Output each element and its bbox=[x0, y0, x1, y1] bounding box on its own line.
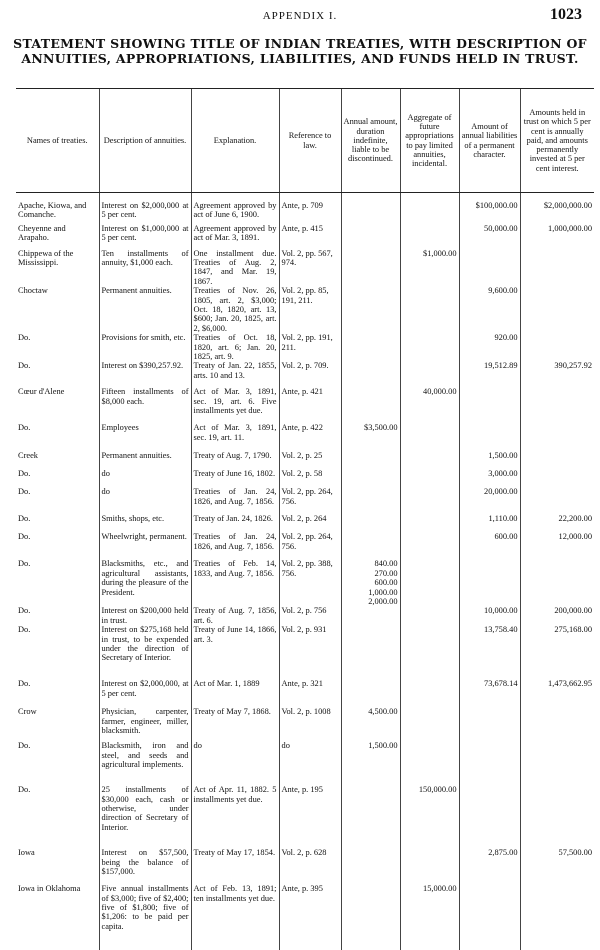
treaty-name-cell: Apache, Kiowa, and Comanche. bbox=[16, 201, 99, 224]
aggregate-cell bbox=[400, 679, 459, 707]
aggregate-cell bbox=[400, 559, 459, 606]
table-row bbox=[16, 423, 594, 451]
explanation-cell: Treaty of June 14, 1866, art. 3. bbox=[191, 625, 279, 679]
reference-cell: Ante, p. 195 bbox=[279, 785, 341, 848]
annual-amount-value: 840.00 bbox=[344, 559, 398, 568]
table-row bbox=[16, 514, 594, 532]
annual-amount-value: 270.00 bbox=[344, 569, 398, 578]
trust-amount-cell: $2,000,000.00 bbox=[520, 201, 594, 224]
aggregate-cell: 15,000.00 bbox=[400, 884, 459, 950]
liabilities-cell: 73,678.14 bbox=[459, 679, 520, 707]
description-cell: Permanent annuities. bbox=[99, 286, 191, 333]
reference-cell: Vol. 2, pp. 567, 974. bbox=[279, 249, 341, 287]
aggregate-cell bbox=[400, 606, 459, 625]
description-cell: Interest on $390,257.92. bbox=[99, 361, 191, 387]
reference-cell: Vol. 2, pp. 388, 756. bbox=[279, 559, 341, 606]
table-spacer-row bbox=[16, 193, 594, 201]
liabilities-cell: 10,000.00 bbox=[459, 606, 520, 625]
reference-cell: Vol. 2, p. 931 bbox=[279, 625, 341, 679]
table-row bbox=[16, 487, 594, 514]
description-cell: Five annual installments of $3,000; five of $2,400; five of $1,800; five of $1,206: to be paid per capita. bbox=[99, 884, 191, 950]
table-row bbox=[16, 848, 594, 884]
description-cell: Blacksmith, iron and steel, and seeds and agricultural implements. bbox=[99, 741, 191, 785]
spacer-cell bbox=[341, 193, 400, 201]
treaty-name-cell: Cheyenne and Arapaho. bbox=[16, 224, 99, 249]
liabilities-cell bbox=[459, 785, 520, 848]
description-cell: do bbox=[99, 469, 191, 487]
annual-amount-cell: $3,500.00 bbox=[341, 423, 400, 451]
trust-amount-cell bbox=[520, 785, 594, 848]
column-header-reference: Reference to law. bbox=[279, 89, 341, 193]
annual-amount-cell bbox=[341, 559, 400, 606]
annual-amount-cell bbox=[341, 387, 400, 423]
trust-amount-cell bbox=[520, 387, 594, 423]
table-row bbox=[16, 451, 594, 469]
annual-amount-cell bbox=[341, 785, 400, 848]
reference-cell: Ante, p. 321 bbox=[279, 679, 341, 707]
description-cell: Employees bbox=[99, 423, 191, 451]
reference-cell: Ante, p. 395 bbox=[279, 884, 341, 950]
table-row bbox=[16, 201, 594, 224]
trust-amount-cell bbox=[520, 469, 594, 487]
trust-amount-cell: 57,500.00 bbox=[520, 848, 594, 884]
liabilities-cell: 600.00 bbox=[459, 532, 520, 559]
treaty-name-cell: Do. bbox=[16, 625, 99, 679]
annual-amount-cell bbox=[341, 201, 400, 224]
treaty-name-cell: Crow bbox=[16, 707, 99, 741]
annual-amount-cell bbox=[341, 625, 400, 679]
aggregate-cell bbox=[400, 487, 459, 514]
explanation-cell: Treaties of Nov. 26, 1805, art. 2, $3,000; Oct. 18, 1820, art. 13, $600; Jan. 20, 1825, art. 2, $6,000. bbox=[191, 286, 279, 333]
description-cell: Physician, carpenter, farmer, engineer, miller, blacksmith. bbox=[99, 707, 191, 741]
aggregate-cell bbox=[400, 361, 459, 387]
reference-cell: Vol. 2, p. 58 bbox=[279, 469, 341, 487]
reference-cell: Vol. 2, p. 709. bbox=[279, 361, 341, 387]
column-header-liabilities: Amount of annual liabilities of a permanent character. bbox=[459, 89, 520, 193]
spacer-cell bbox=[279, 193, 341, 201]
description-cell: 25 installments of $30,000 each, cash or otherwise, under direction of Secretary of Interior. bbox=[99, 785, 191, 848]
column-header-annual: Annual amount, duration indefinite, liable to be discontinued. bbox=[341, 89, 400, 193]
liabilities-cell: 20,000.00 bbox=[459, 487, 520, 514]
annual-amount-cell bbox=[341, 848, 400, 884]
title-line-2: ANNUITIES, APPROPRIATIONS, LIABILITIES, AND FUNDS HELD IN TRUST. bbox=[8, 51, 592, 66]
treaty-name-cell: Iowa in Oklahoma bbox=[16, 884, 99, 950]
trust-amount-cell bbox=[520, 423, 594, 451]
treaty-name-cell: Do. bbox=[16, 361, 99, 387]
treaty-name-cell: Do. bbox=[16, 333, 99, 361]
trust-amount-cell: 390,257.92 bbox=[520, 361, 594, 387]
explanation-cell: Treaty of Jan. 24, 1826. bbox=[191, 514, 279, 532]
liabilities-cell: 19,512.89 bbox=[459, 361, 520, 387]
table-row bbox=[16, 785, 594, 848]
spacer-cell bbox=[191, 193, 279, 201]
reference-cell: Ante, p. 422 bbox=[279, 423, 341, 451]
annual-amount-cell bbox=[341, 487, 400, 514]
liabilities-cell bbox=[459, 249, 520, 287]
liabilities-cell bbox=[459, 884, 520, 950]
table-row bbox=[16, 249, 594, 287]
column-header-aggregate: Aggregate of future appropriations to pay limited annuities, incidental. bbox=[400, 89, 459, 193]
liabilities-cell: 50,000.00 bbox=[459, 224, 520, 249]
explanation-cell: One installment due. Treaties of Aug. 2, 1847, and Mar. 19, 1867. bbox=[191, 249, 279, 287]
treaty-name-cell: Do. bbox=[16, 741, 99, 785]
explanation-cell: Treaties of Oct. 18, 1820, art. 6; Jan. 20, 1825, art. 9. bbox=[191, 333, 279, 361]
trust-amount-cell: 200,000.00 bbox=[520, 606, 594, 625]
treaty-name-cell: Chippewa of the Mississippi. bbox=[16, 249, 99, 287]
annual-amount-value: 600.00 bbox=[344, 578, 398, 587]
aggregate-cell bbox=[400, 848, 459, 884]
trust-amount-cell bbox=[520, 286, 594, 333]
liabilities-cell: $100,000.00 bbox=[459, 201, 520, 224]
running-title: APPENDIX I. bbox=[0, 10, 600, 22]
table-row bbox=[16, 559, 594, 606]
column-header-trust: Amounts held in trust on which 5 per cent is annually paid, and amounts permanently invested at 5 per cent interest. bbox=[520, 89, 594, 193]
aggregate-cell bbox=[400, 333, 459, 361]
liabilities-cell: 13,758.40 bbox=[459, 625, 520, 679]
reference-cell: Ante, p. 709 bbox=[279, 201, 341, 224]
annual-amount-cell bbox=[341, 333, 400, 361]
aggregate-cell bbox=[400, 423, 459, 451]
column-header-explanation: Explanation. bbox=[191, 89, 279, 193]
aggregate-cell bbox=[400, 741, 459, 785]
table-row bbox=[16, 741, 594, 785]
annual-amount-cell bbox=[341, 606, 400, 625]
title-line-1: STATEMENT SHOWING TITLE OF INDIAN TREATIES, WITH DESCRIPTION OF bbox=[8, 36, 592, 51]
trust-amount-cell: 12,000.00 bbox=[520, 532, 594, 559]
trust-amount-cell bbox=[520, 249, 594, 287]
description-cell: Fifteen installments of $8,000 each. bbox=[99, 387, 191, 423]
reference-cell: Ante, p. 421 bbox=[279, 387, 341, 423]
explanation-cell: Treaty of May 7, 1868. bbox=[191, 707, 279, 741]
explanation-cell: Treaties of Feb. 14, 1833, and Aug. 7, 1856. bbox=[191, 559, 279, 606]
trust-amount-cell: 22,200.00 bbox=[520, 514, 594, 532]
reference-cell: Vol. 2, pp. 264, 756. bbox=[279, 487, 341, 514]
aggregate-cell bbox=[400, 625, 459, 679]
liabilities-cell: 1,110.00 bbox=[459, 514, 520, 532]
spacer-cell bbox=[520, 193, 594, 201]
aggregate-cell: $1,000.00 bbox=[400, 249, 459, 287]
table-row bbox=[16, 679, 594, 707]
description-cell: Interest on $275,168 held in trust, to be expended under the direction of Secretary of Interior. bbox=[99, 625, 191, 679]
table-row bbox=[16, 286, 594, 333]
explanation-cell: Treaty of Jan. 22, 1855, arts. 10 and 13. bbox=[191, 361, 279, 387]
annual-amount-cell bbox=[341, 532, 400, 559]
annual-amount-cell bbox=[341, 224, 400, 249]
treaty-table bbox=[16, 88, 594, 950]
explanation-cell: Agreement approved by act of June 6, 1900. bbox=[191, 201, 279, 224]
treaty-name-cell: Creek bbox=[16, 451, 99, 469]
table-row bbox=[16, 606, 594, 625]
explanation-cell: Act of Mar. 1, 1889 bbox=[191, 679, 279, 707]
aggregate-cell bbox=[400, 469, 459, 487]
explanation-cell: Treaty of May 17, 1854. bbox=[191, 848, 279, 884]
trust-amount-cell bbox=[520, 559, 594, 606]
reference-cell: Vol. 2, pp. 264, 756. bbox=[279, 532, 341, 559]
description-cell: Provisions for smith, etc. bbox=[99, 333, 191, 361]
annual-amount-cell bbox=[341, 286, 400, 333]
spacer-cell bbox=[99, 193, 191, 201]
explanation-cell: Agreement approved by act of Mar. 3, 1891. bbox=[191, 224, 279, 249]
trust-amount-cell bbox=[520, 707, 594, 741]
aggregate-cell bbox=[400, 707, 459, 741]
annual-amount-cell bbox=[341, 469, 400, 487]
treaty-name-cell: Do. bbox=[16, 679, 99, 707]
trust-amount-cell bbox=[520, 741, 594, 785]
liabilities-cell bbox=[459, 423, 520, 451]
annual-amount-cell: 1,500.00 bbox=[341, 741, 400, 785]
table-row bbox=[16, 707, 594, 741]
description-cell: Interest on $2,000,000, at 5 per cent. bbox=[99, 679, 191, 707]
treaty-name-cell: Do. bbox=[16, 423, 99, 451]
statement-title bbox=[8, 36, 592, 66]
column-header-name: Names of treaties. bbox=[16, 89, 99, 193]
explanation-cell: Act of Mar. 3, 1891, sec. 19, art. 6. Five installments yet due. bbox=[191, 387, 279, 423]
reference-cell: Ante, p. 415 bbox=[279, 224, 341, 249]
annual-amount-value: 1,000.00 bbox=[344, 588, 398, 597]
reference-cell: Vol. 2, p. 25 bbox=[279, 451, 341, 469]
treaty-name-cell: Iowa bbox=[16, 848, 99, 884]
liabilities-cell: 9,600.00 bbox=[459, 286, 520, 333]
description-cell: Blacksmiths, etc., and agricultural assistants, during the pleasure of the President. bbox=[99, 559, 191, 606]
aggregate-cell bbox=[400, 224, 459, 249]
description-cell: Wheelwright, permanent. bbox=[99, 532, 191, 559]
description-cell: Smiths, shops, etc. bbox=[99, 514, 191, 532]
trust-amount-cell bbox=[520, 333, 594, 361]
aggregate-cell bbox=[400, 514, 459, 532]
explanation-cell: Act of Feb. 13, 1891; ten installments yet due. bbox=[191, 884, 279, 950]
table-row bbox=[16, 333, 594, 361]
treaty-name-cell: Do. bbox=[16, 532, 99, 559]
trust-amount-cell bbox=[520, 487, 594, 514]
trust-amount-cell: 1,000,000.00 bbox=[520, 224, 594, 249]
aggregate-cell bbox=[400, 201, 459, 224]
table-row bbox=[16, 387, 594, 423]
liabilities-cell bbox=[459, 559, 520, 606]
liabilities-cell: 920.00 bbox=[459, 333, 520, 361]
liabilities-cell bbox=[459, 387, 520, 423]
annual-amount-cell bbox=[341, 884, 400, 950]
reference-cell: Vol. 2, pp. 191, 211. bbox=[279, 333, 341, 361]
table-row bbox=[16, 469, 594, 487]
explanation-cell: Treaty of June 16, 1802. bbox=[191, 469, 279, 487]
explanation-cell: Treaty of Aug. 7, 1790. bbox=[191, 451, 279, 469]
reference-cell: do bbox=[279, 741, 341, 785]
treaty-name-cell: Do. bbox=[16, 785, 99, 848]
trust-amount-cell bbox=[520, 451, 594, 469]
annual-amount-cell bbox=[341, 249, 400, 287]
trust-amount-cell: 275,168.00 bbox=[520, 625, 594, 679]
annual-amount-cell bbox=[341, 514, 400, 532]
reference-cell: Vol. 2, p. 756 bbox=[279, 606, 341, 625]
table-row bbox=[16, 361, 594, 387]
aggregate-cell bbox=[400, 286, 459, 333]
table-row bbox=[16, 532, 594, 559]
annual-amount-value: 2,000.00 bbox=[344, 597, 398, 606]
table-row bbox=[16, 884, 594, 950]
running-head bbox=[0, 6, 600, 26]
spacer-cell bbox=[16, 193, 99, 201]
treaty-name-cell: Do. bbox=[16, 559, 99, 606]
liabilities-cell: 3,000.00 bbox=[459, 469, 520, 487]
description-cell: Interest on $57,500, being the balance of $157,000. bbox=[99, 848, 191, 884]
page-number: 1023 bbox=[550, 6, 582, 24]
description-cell: Permanent annuities. bbox=[99, 451, 191, 469]
table-header-row bbox=[16, 89, 594, 193]
reference-cell: Vol. 2, p. 1008 bbox=[279, 707, 341, 741]
explanation-cell: Act of Apr. 11, 1882. 5 installments yet due. bbox=[191, 785, 279, 848]
annual-amount-cell bbox=[341, 679, 400, 707]
trust-amount-cell: 1,473,662.95 bbox=[520, 679, 594, 707]
description-cell: Ten installments of annuity, $1,000 each. bbox=[99, 249, 191, 287]
annual-amount-cell: 4,500.00 bbox=[341, 707, 400, 741]
aggregate-cell: 40,000.00 bbox=[400, 387, 459, 423]
explanation-cell: Act of Mar. 3, 1891, sec. 19, art. 11. bbox=[191, 423, 279, 451]
reference-cell: Vol. 2, pp. 85, 191, 211. bbox=[279, 286, 341, 333]
reference-cell: Vol. 2, p. 628 bbox=[279, 848, 341, 884]
table-body bbox=[16, 193, 594, 950]
treaty-name-cell: Do. bbox=[16, 469, 99, 487]
treaty-name-cell: Do. bbox=[16, 606, 99, 625]
description-cell: Interest on $2,000,000 at 5 per cent. bbox=[99, 201, 191, 224]
explanation-cell: Treaties of Jan. 24, 1826, and Aug. 7, 1856. bbox=[191, 532, 279, 559]
liabilities-cell bbox=[459, 707, 520, 741]
explanation-cell: Treaty of Aug. 7, 1856, art. 6. bbox=[191, 606, 279, 625]
treaty-name-cell: Do. bbox=[16, 514, 99, 532]
explanation-cell: Treaties of Jan. 24, 1826, and Aug. 7, 1856. bbox=[191, 487, 279, 514]
spacer-cell bbox=[400, 193, 459, 201]
liabilities-cell: 1,500.00 bbox=[459, 451, 520, 469]
treaty-name-cell: Do. bbox=[16, 487, 99, 514]
spacer-cell bbox=[459, 193, 520, 201]
treaty-name-cell: Cœur d'Alene bbox=[16, 387, 99, 423]
trust-amount-cell bbox=[520, 884, 594, 950]
table-row bbox=[16, 625, 594, 679]
annual-amount-cell bbox=[341, 451, 400, 469]
aggregate-cell bbox=[400, 532, 459, 559]
description-cell: do bbox=[99, 487, 191, 514]
table-row bbox=[16, 224, 594, 249]
liabilities-cell bbox=[459, 741, 520, 785]
aggregate-cell bbox=[400, 451, 459, 469]
description-cell: Interest on $1,000,000 at 5 per cent. bbox=[99, 224, 191, 249]
column-header-description: Description of annuities. bbox=[99, 89, 191, 193]
annual-amount-cell bbox=[341, 361, 400, 387]
reference-cell: Vol. 2, p. 264 bbox=[279, 514, 341, 532]
treaty-name-cell: Choctaw bbox=[16, 286, 99, 333]
explanation-cell: do bbox=[191, 741, 279, 785]
description-cell: Interest on $200,000 held in trust. bbox=[99, 606, 191, 625]
liabilities-cell: 2,875.00 bbox=[459, 848, 520, 884]
aggregate-cell: 150,000.00 bbox=[400, 785, 459, 848]
